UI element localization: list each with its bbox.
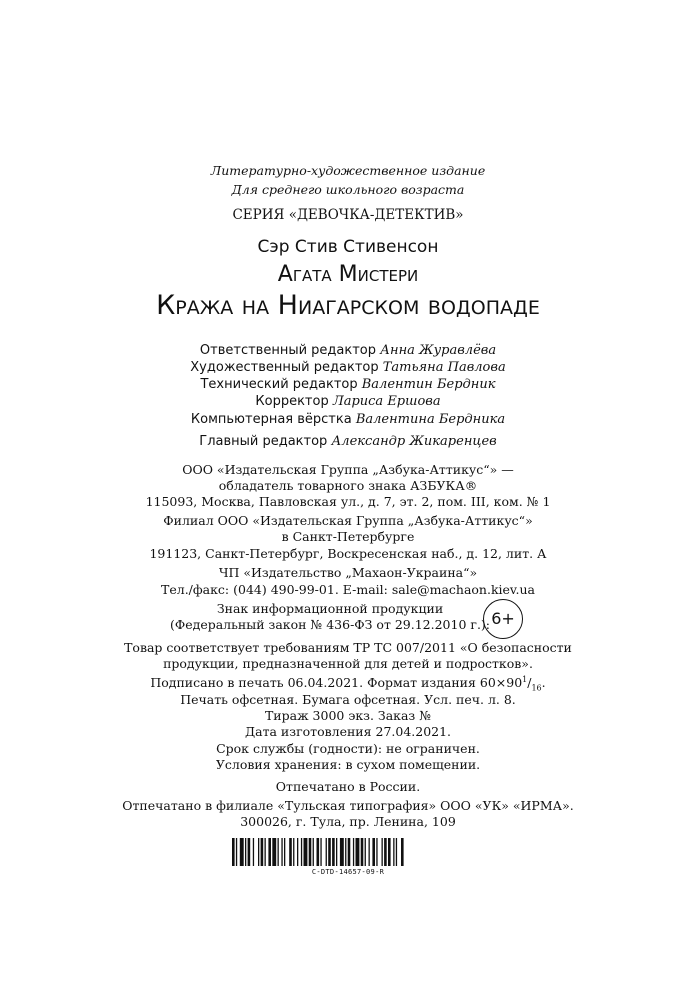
manufacture-date: Дата изготовления 27.04.2021. (244, 724, 452, 739)
ukraine-contacts: Тел./факс: (044) 490-99-01. E-mail: sale@machaon.kiev.ua (161, 582, 535, 597)
printer-name: Отпечатано в филиале «Тульская типография» ООО «УК» «ИРМА». (122, 798, 574, 813)
printed-in: Отпечатано в России. (275, 779, 421, 794)
credit-name: Татьяна Павлова (382, 360, 506, 375)
print-signed: Подписано в печать 06.04.2021. Формат издания $60\times 90^1/_{16}$. (150, 675, 546, 693)
credit-name: Валентин Бердник (361, 377, 496, 392)
shelf-life: Срок службы (годности): не ограничен. (216, 741, 480, 756)
credit-role: Главный редактор (199, 434, 328, 449)
credit-line (0, 394, 696, 409)
credit-name: Александр Жикаренцев (331, 434, 497, 449)
age-rating-badge: 6+ (483, 599, 523, 639)
branch-address: 191123, Санкт-Петербург, Воскресенская наб., д. 12, лит. А (149, 546, 547, 561)
credit-role: Технический редактор (200, 377, 358, 392)
age-group: Для среднего школьного возраста (231, 182, 465, 197)
credit-role: Ответственный редактор (199, 343, 377, 358)
trademark-owner: обладатель товарного знака АЗБУКА® (218, 478, 478, 493)
info-sign-law: (Федеральный закон № 436-ФЗ от 29.12.2010 г.): (169, 617, 491, 632)
series-label: СЕРИЯ «ДЕВОЧКА-ДЕТЕКТИВ» (232, 207, 464, 223)
branch-city: в Санкт-Петербурге (281, 529, 415, 544)
credit-line (0, 360, 696, 375)
format-numerator: 1 (522, 675, 528, 684)
format-denominator: 16 (531, 683, 542, 693)
book-title: Кража на Ниагарском водопаде (156, 290, 540, 321)
printer-address: 300026, г. Тула, пр. Ленина, 109 (240, 814, 456, 829)
credit-role: Компьютерная вёрстка (190, 412, 352, 427)
compliance-line: Товар соответствует требованиям ТР ТС 007/2011 «О безопасности (124, 640, 572, 655)
print-type: Печать офсетная. Бумага офсетная. Усл. печ. л. 8. (180, 692, 516, 707)
branch-name: Филиал ООО «Издательская Группа „Азбука-Аттикус“» (163, 513, 533, 528)
print-signed-text: Подписано в печать 06.04.2021. Формат издания 60×90 (150, 675, 523, 691)
credit-name: Лариса Ершова (332, 394, 441, 409)
ukraine-publisher: ЧП «Издательство „Махаон-Украина“» (218, 565, 478, 580)
credit-line (0, 412, 696, 427)
credit-name: Анна Журавлёва (380, 343, 497, 358)
compliance-line: продукции, предназначенной для детей и подростков». (163, 656, 533, 671)
credit-line (0, 377, 696, 392)
credit-role: Художественный редактор (190, 360, 379, 375)
credit-line (0, 343, 696, 358)
info-sign-label: Знак информационной продукции (216, 601, 444, 616)
barcode-text: C-DTD-14657-09-R (311, 868, 385, 876)
storage-conditions: Условия хранения: в сухом помещении. (215, 757, 481, 772)
edition-type: Литературно-художественное издание (210, 163, 486, 178)
print-run: Тираж 3000 экз. Заказ № (264, 708, 432, 723)
credit-line (0, 434, 696, 449)
barcode (232, 838, 464, 866)
credit-role: Корректор (255, 394, 329, 409)
publisher-name: ООО «Издательская Группа „Азбука-Аттикус“» — (182, 462, 514, 477)
publisher-address: 115093, Москва, Павловская ул., д. 7, эт. 2, пом. III, ком. № 1 (145, 494, 551, 509)
author: Сэр Стив Стивенсон (257, 237, 439, 257)
credit-name: Валентина Бердника (355, 412, 506, 427)
series-title: Агата Мистери (277, 262, 419, 287)
